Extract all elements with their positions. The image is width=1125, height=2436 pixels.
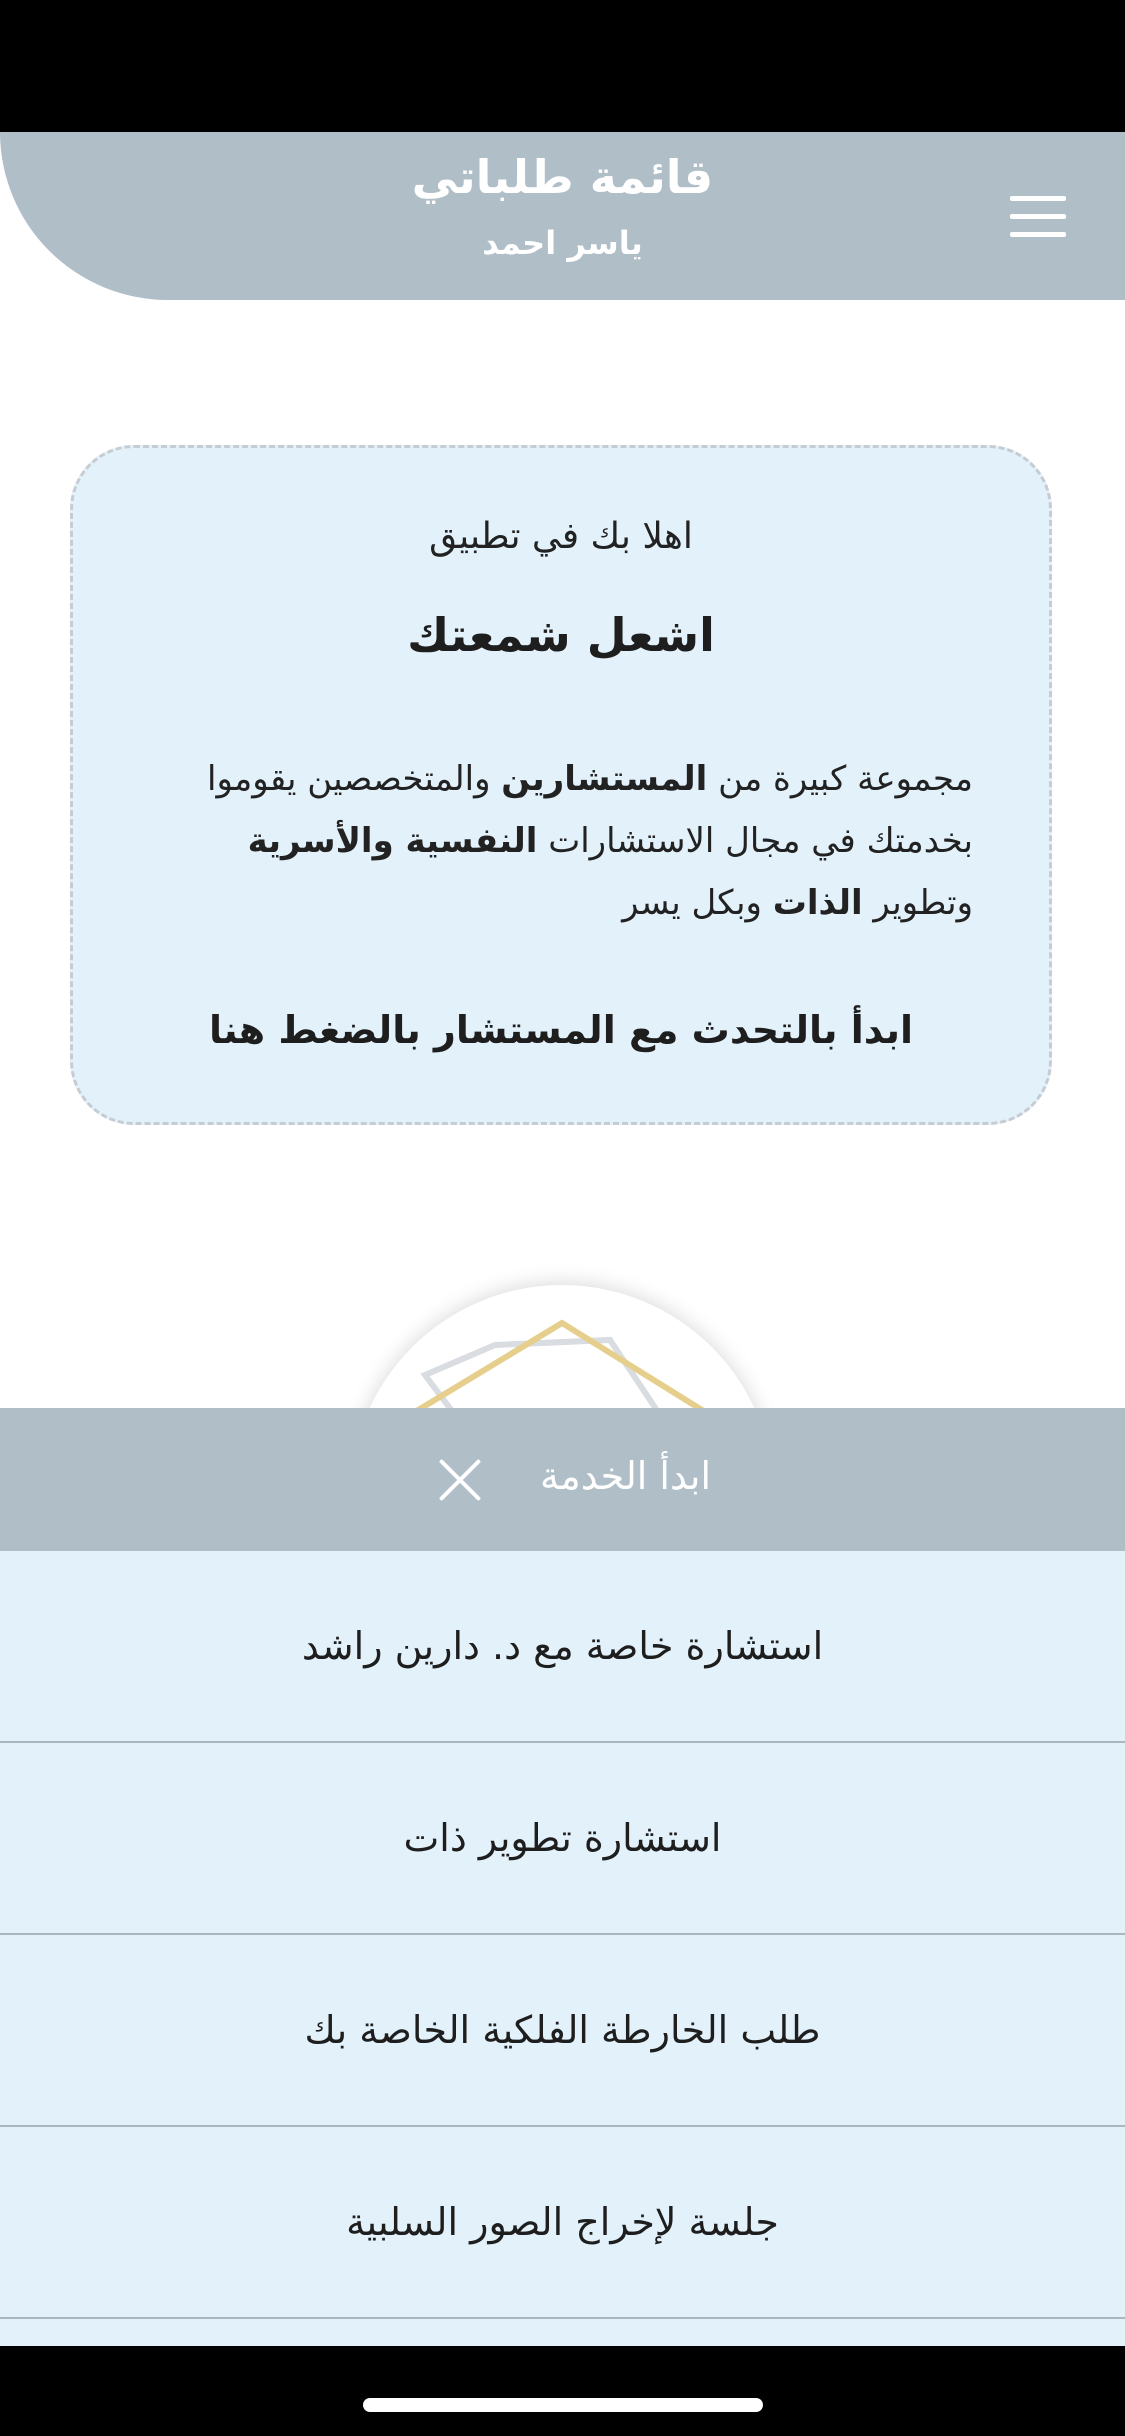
welcome-card[interactable] [70,445,1052,1125]
service-sheet [0,1408,1125,2346]
welcome-greeting: اهلا بك في تطبيق [429,516,693,557]
sheet-title: ابدأ الخدمة [540,1454,712,1498]
home-indicator[interactable] [363,2398,763,2412]
service-option[interactable]: طلب الخارطة الفلكية الخاصة بك [0,1935,1125,2127]
user-name: ياسر احمد [482,224,643,262]
welcome-description: مجموعة كبيرة من المستشارين والمتخصصين يقوموا بخدمتك في مجال الاستشارات النفسية والأسرية وتطوير الذات وبكل يسر [207,759,973,923]
start-chat-link[interactable]: ابدأ بالتحدث مع المستشار بالضغط هنا [208,1008,914,1052]
app-header [0,132,1125,300]
close-icon[interactable] [436,1456,484,1504]
status-bar [0,0,1125,132]
service-option[interactable]: استشارة خاصة مع د. دارين راشد [0,1551,1125,1743]
hamburger-menu-icon[interactable] [1010,196,1066,238]
app-name: اشعل شمعتك [407,608,715,662]
page-title: قائمة طلباتي [411,150,714,204]
bottom-bar [0,2346,1125,2436]
sheet-header [0,1408,1125,1551]
service-option[interactable]: جلسة لإخراج الصور السلبية [0,2127,1125,2319]
service-option[interactable]: استشارة تطوير ذات [0,1743,1125,1935]
